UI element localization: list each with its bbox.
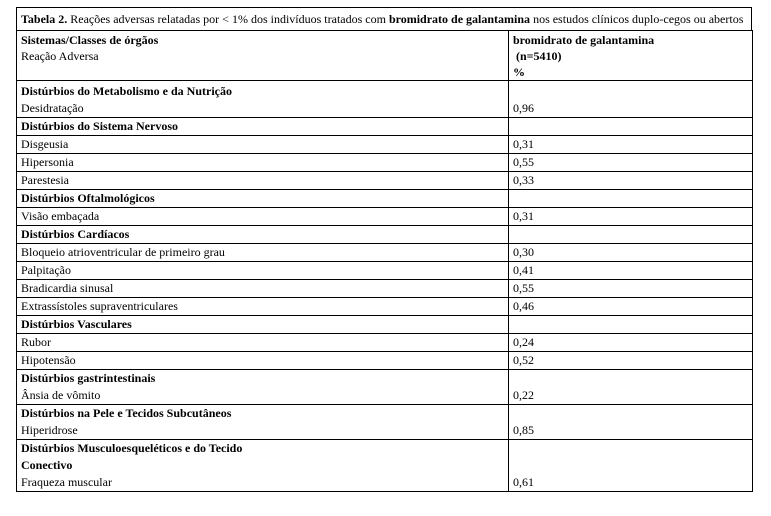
item-value: 0,52 <box>509 352 753 370</box>
group-title: Distúrbios Oftalmológicos <box>17 190 509 208</box>
header-drug-name: bromidrato de galantamina <box>513 33 655 47</box>
item-name: Desidratação <box>21 101 84 115</box>
table-row <box>17 136 753 154</box>
table-row <box>17 154 753 172</box>
header-sample-size: (n=5410) <box>516 49 562 63</box>
group-cell <box>17 440 509 492</box>
item-value: 0,22 <box>509 370 753 405</box>
group-cell <box>17 405 509 440</box>
group-row <box>17 440 753 492</box>
group-cell <box>17 370 509 405</box>
item-value: 0,46 <box>509 298 753 316</box>
group-title: Distúrbios gastrintestinais <box>21 371 156 385</box>
group-row <box>17 81 753 118</box>
table-row <box>17 208 753 226</box>
table-row <box>17 244 753 262</box>
item-value: 0,31 <box>509 208 753 226</box>
group-title-row <box>17 118 753 136</box>
caption-text-before: Reações adversas relatadas por < 1% dos indivíduos tratados com <box>67 12 389 26</box>
item-name: Palpitação <box>17 262 509 280</box>
table-row <box>17 280 753 298</box>
table-row <box>17 262 753 280</box>
item-value: 0,41 <box>509 262 753 280</box>
group-row <box>17 405 753 440</box>
group-title: Distúrbios Cardíacos <box>17 226 509 244</box>
item-value: 0,85 <box>509 405 753 440</box>
item-name: Disgeusia <box>17 136 509 154</box>
caption-text-after: nos estudos clínicos duplo-cegos ou abertos <box>530 12 744 26</box>
group-title-row <box>17 316 753 334</box>
item-name: Hipersonia <box>17 154 509 172</box>
item-name: Bloqueio atrioventricular de primeiro grau <box>17 244 509 262</box>
item-value: 0,55 <box>509 280 753 298</box>
header-row <box>17 31 753 81</box>
item-value: 0,96 <box>509 81 753 118</box>
item-value: 0,55 <box>509 154 753 172</box>
header-organ-class: Sistemas/Classes de órgãos <box>21 33 159 47</box>
item-value: 0,30 <box>509 244 753 262</box>
empty-cell <box>509 316 753 334</box>
group-cell <box>17 81 509 118</box>
item-value: 0,24 <box>509 334 753 352</box>
group-title-row <box>17 226 753 244</box>
header-percent: % <box>513 65 525 79</box>
item-name: Extrassístoles supraventriculares <box>17 298 509 316</box>
item-name: Ânsia de vômito <box>21 388 101 402</box>
item-name: Visão embaçada <box>17 208 509 226</box>
item-name: Hiperidrose <box>21 423 78 437</box>
group-title: Distúrbios na Pele e Tecidos Subcutâneos <box>21 406 232 420</box>
header-cell-organ-class <box>17 31 509 81</box>
adverse-reactions-table-wrapper <box>16 7 752 492</box>
table-row <box>17 352 753 370</box>
header-cell-drug <box>509 31 753 81</box>
table-row <box>17 172 753 190</box>
item-name: Fraqueza muscular <box>21 475 112 489</box>
table-caption <box>16 7 752 31</box>
item-name: Rubor <box>17 334 509 352</box>
adverse-reactions-table <box>16 30 753 492</box>
item-value: 0,31 <box>509 136 753 154</box>
empty-cell <box>509 226 753 244</box>
table-row <box>17 298 753 316</box>
header-adverse-reaction: Reação Adversa <box>21 49 99 63</box>
group-title: Distúrbios Vasculares <box>17 316 509 334</box>
caption-drug: bromidrato de galantamina <box>388 12 531 26</box>
group-title: Distúrbios do Sistema Nervoso <box>17 118 509 136</box>
group-title-row <box>17 190 753 208</box>
item-name: Parestesia <box>17 172 509 190</box>
group-title-line1: Distúrbios Musculoesqueléticos e do Tecido <box>21 441 243 455</box>
empty-cell <box>509 190 753 208</box>
item-value: 0,33 <box>509 172 753 190</box>
item-name: Bradicardia sinusal <box>17 280 509 298</box>
item-value: 0,61 <box>509 440 753 492</box>
caption-label: Tabela 2. <box>21 12 68 26</box>
group-title: Distúrbios do Metabolismo e da Nutrição <box>21 84 232 98</box>
item-name: Hipotensão <box>17 352 509 370</box>
group-title-line2: Conectivo <box>21 458 73 472</box>
table-row <box>17 334 753 352</box>
group-row <box>17 370 753 405</box>
empty-cell <box>509 118 753 136</box>
